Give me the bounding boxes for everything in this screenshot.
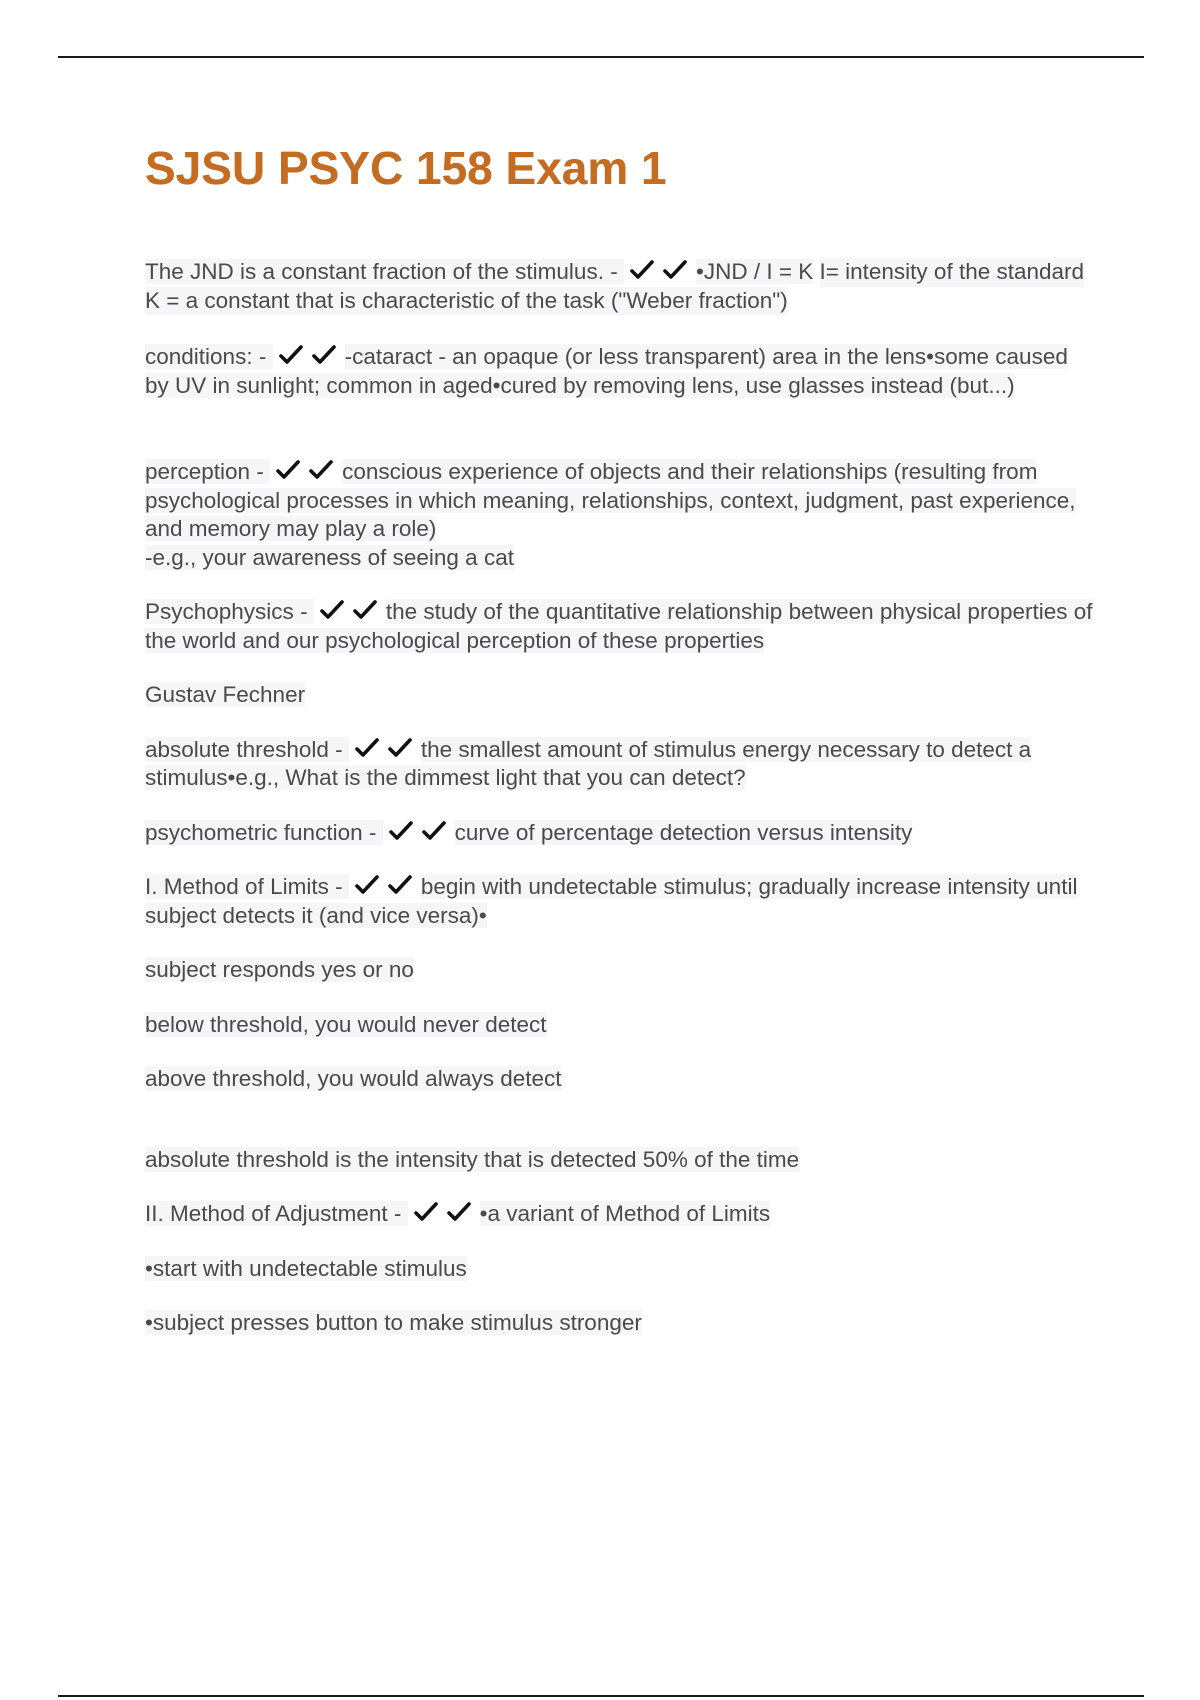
bottom-rule [58,1695,1144,1697]
checkmark-icon [447,1200,471,1224]
card-definition: conscious experience of objects and their relationships (resulting from psychological processes in which meaning, relationships, context, judgment, past experience, and memory may play a role) [145,459,1076,541]
check-pair [270,459,342,484]
card-term: psychometric function [145,819,363,845]
card-separator: - [603,259,624,284]
flashcard [145,1309,1095,1338]
flashcard [145,258,1095,315]
flashcard [145,1065,1095,1094]
flashcard [145,598,1095,655]
page-title: SJSU PSYC 158 Exam 1 [145,140,1095,196]
card-definition: the study of the quantitative relationship between physical properties of the world and our psychological perception of these properties [145,599,1093,653]
check-pair [624,259,696,284]
card-separator: - [328,736,349,762]
card-separator: - [328,874,349,899]
plain-line: Gustav Fechner [145,682,306,707]
flashcard [145,1146,1095,1175]
flashcard [145,458,1095,572]
card-separator: - [387,1201,408,1226]
checkmark-icon [355,736,379,760]
card-definition: •JND / I = K [695,259,814,284]
plain-line: •start with undetectable stimulus [145,1255,467,1281]
check-pair [383,820,455,845]
card-definition: curve of percentage detection versus intensity [454,819,913,845]
card-term: The JND is a constant fraction of the stimulus. [145,259,604,284]
card-term: absolute threshold [145,736,329,762]
card-term: Psychophysics [145,599,294,624]
checkmark-icon [389,819,413,843]
card-term: I. Method of Limits [145,874,329,899]
checkmark-icon [355,873,379,897]
check-pair [349,874,421,899]
card-definition-line: I= intensity of the standard [820,258,1085,287]
check-pair [408,1201,480,1226]
check-pair [349,737,421,762]
card-term: conditions: [145,344,253,369]
flashcard [145,1011,1095,1040]
card-separator: - [250,459,271,484]
document-body [145,140,1095,1338]
flashcard [145,819,1095,848]
card-definition-line: -e.g., your awareness of seeing a cat [145,544,514,570]
flashcard [145,736,1095,793]
card-definition: •a variant of Method of Limits [479,1201,771,1226]
card-definition-line: K = a constant that is characteristic of the task ("Weber fraction") [145,287,788,316]
checkmark-icon [353,598,377,622]
checkmark-icon [388,736,412,760]
checkmark-icon [276,458,300,482]
plain-line: •subject presses button to make stimulus stronger [145,1310,642,1335]
checkmark-icon [312,343,336,367]
flashcard [145,956,1095,985]
card-separator: - [252,344,273,369]
flashcard [145,873,1095,930]
plain-line: absolute threshold is the intensity that is detected 50% of the time [145,1146,800,1172]
card-term: II. Method of Adjustment [145,1201,388,1226]
plain-line: above threshold, you would always detect [145,1066,562,1091]
flashcard [145,681,1095,710]
checkmark-icon [320,598,344,622]
card-definition: the smallest amount of stimulus energy necessary to detect a stimulus•e.g., What is the dimmest light that you can detect? [145,736,1032,790]
checkmark-icon [630,258,654,282]
card-definition: -cataract - an opaque (or less transparent) area in the lens•some caused by UV in sunlight; common in aged•cured by removing lens, use glasses instead (but...) [145,344,1068,398]
checkmark-icon [414,1200,438,1224]
checkmark-icon [422,819,446,843]
flashcard [145,1200,1095,1229]
top-rule [58,56,1144,58]
card-separator: - [362,819,383,845]
checkmark-icon [388,873,412,897]
flashcard [145,1255,1095,1284]
card-definition: begin with undetectable stimulus; gradually increase intensity until subject detects it (and vice versa)• [145,874,1078,928]
checkmark-icon [663,258,687,282]
checkmark-icon [279,343,303,367]
check-pair [273,344,345,369]
check-pair [314,599,386,624]
card-separator: - [293,599,314,624]
flashcard [145,343,1095,400]
plain-line: below threshold, you would never detect [145,1011,547,1037]
checkmark-icon [309,458,333,482]
card-term: perception [145,459,251,484]
plain-line: subject responds yes or no [145,957,414,982]
